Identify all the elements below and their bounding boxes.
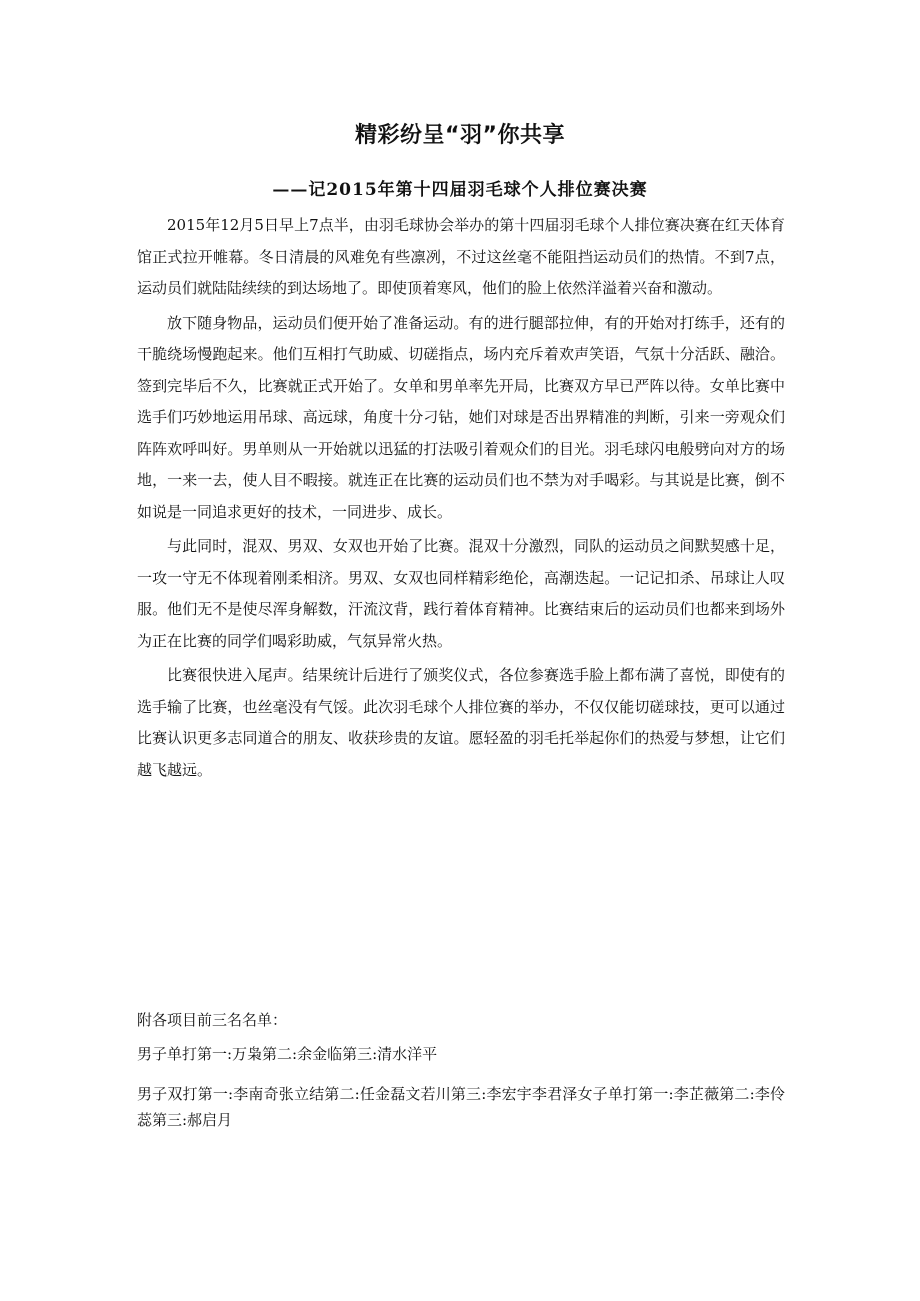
article-body [137,210,785,789]
article-title: 精彩纷呈“羽”你共享 [355,123,565,148]
paragraph-doubles-matches: 与此同时，混双、男双、女双也开始了比赛。混双十分激烈，同队的运动员之间默契感十足，一攻一守无不体现着刚柔相济。男双、女双也同样精彩绝伦，高潮迭起。一记记扣杀、吊球让人叹服。他们无不是使尽浑身解数，汗流汶背，践行着体育精神。比赛结束后的运动员们也都来到场外为正在比赛的同学们喝彩助威，气氛异常火热。 [137,537,785,650]
doubles-and-womens-results: 男子双打第一:李南奇张立结第二:任金磊文若川第三:李宏宇李君泽女子单打第一:李芷薇第二:李伶蕊第三:郝启月 [137,1085,785,1129]
paragraph-singles-matches: 放下随身物品，运动员们便开始了准备运动。有的进行腿部拉伸，有的开始对打练手，还有的干脆绕场慢跑起来。他们互相打气助威、切磋指点，场内充斥着欢声笑语，气氛十分活跃、融洽。签到完毕后不久，比赛就正式开始了。女单和男单率先开局，比赛双方早已严阵以待。女单比赛中选手们巧妙地运用吊球、高远球，角度十分刁钻，她们对球是否出界精准的判断，引来一旁观众们阵阵欢呼叫好。男单则从一开始就以迅猛的打法吸引着观众们的目光。羽毛球闪电般劈向对方的场地，一来一去，使人目不暇接。就连正在比赛的运动员们也不禁为对手喝彩。与其说是比赛，倒不如说是一同追求更好的技术，一同进步、成长。 [137,313,785,521]
appendix-title: 附各项目前三名名单： [137,1011,288,1029]
results-appendix [137,1007,785,1133]
paragraph-opening: 2015年12月5日早上7点半，由羽毛球协会举办的第十四届羽毛球个人排位赛决赛在红天体育馆正式拉开帷幕。冬日清晨的风难免有些凛冽，不过这丝毫不能阻挡运动员们的热情。不到7点，运动员们就陆陆续续的到达场地了。即使顶着寒风，他们的脸上依然洋溢着兴奋和激动。 [137,216,785,297]
paragraph-closing: 比赛很快进入尾声。结果统计后进行了颁奖仪式，各位参赛选手脸上都布满了喜悦，即使有的选手输了比赛，也丝毫没有气馁。此次羽毛球个人排位赛的举办，不仅仅能切磋球技，更可以通过比赛认识更多志同道合的朋友、收获珍贵的友谊。愿轻盈的羽毛托举起你们的热爱与梦想，让它们越飞越远。 [137,666,785,779]
mens-singles-results: 男子单打第一:万枭第二:余金临第三:清水洋平 [137,1045,438,1063]
article-subtitle: ——记2015年第十四届羽毛球个人排位赛决赛 [272,180,648,200]
